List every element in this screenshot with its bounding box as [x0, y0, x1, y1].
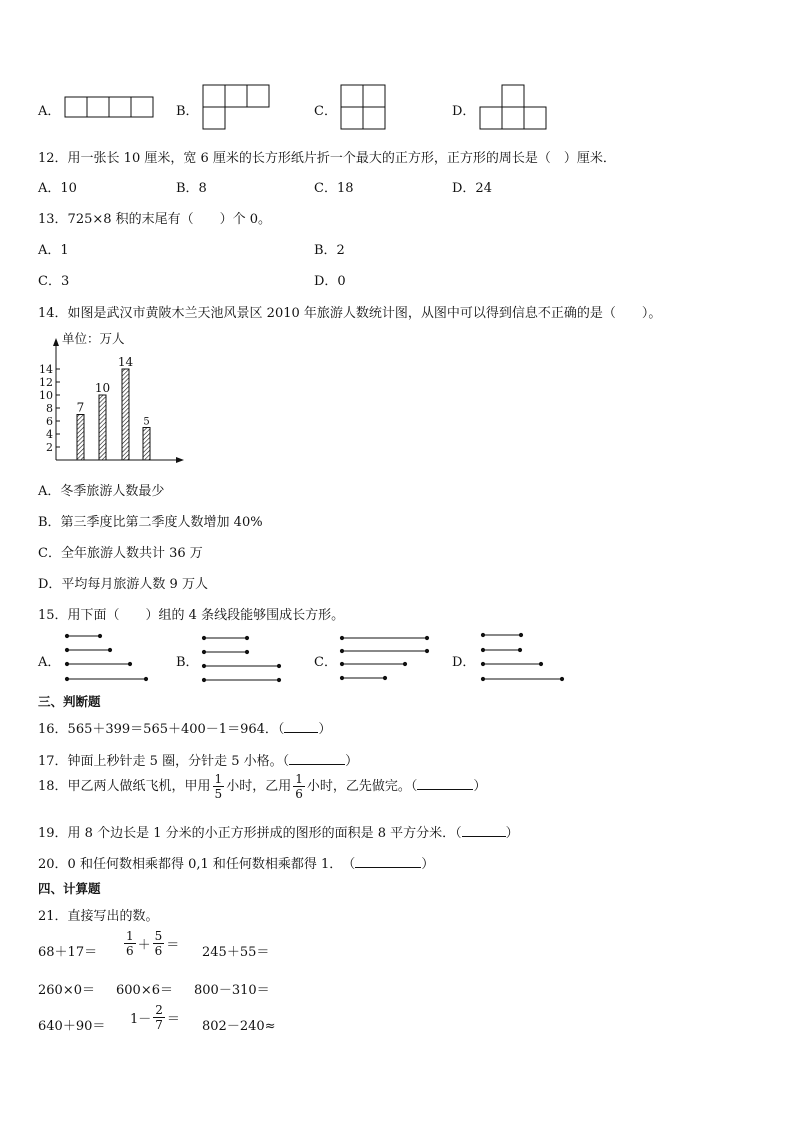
chart-y-tick-label: 8: [46, 402, 53, 415]
q11-option-c-label: C．: [314, 104, 337, 119]
chart-bar-value-label: 7: [76, 400, 85, 415]
calc-r3-c2-pre: 1－: [130, 1012, 152, 1027]
q20-close: ）: [421, 857, 435, 872]
q19-close: ）: [505, 826, 519, 841]
q11-option-a-label: A．: [38, 104, 61, 119]
calc-r3-c2-eq: ＝: [166, 1012, 180, 1027]
calc-r1-c2: [122, 929, 179, 958]
calc-r1-c3: 245＋55＝: [202, 945, 270, 960]
q11-figure-c: [340, 84, 388, 130]
q18-f1-denominator: 5: [214, 787, 223, 801]
q14-option-a: A．冬季旅游人数最少: [38, 484, 165, 499]
calc-r1-c2-n2: 5: [154, 929, 163, 943]
q18-fraction-2: [293, 772, 305, 801]
chart-y-tick-label: 10: [39, 389, 53, 402]
calc-r1-c2-n1: 1: [126, 929, 134, 943]
calc-r1-c2-frac-1: [124, 929, 136, 958]
q18-answer-blank[interactable]: [417, 777, 473, 790]
chart-bar: [143, 428, 150, 461]
chart-bar-value-label: 14: [117, 355, 134, 369]
q20-line: [38, 853, 434, 872]
calc-r2-c1: 260×0＝: [38, 983, 95, 998]
chart-y-tick-label: 2: [46, 441, 53, 454]
q18-text-2: 小时，乙用: [226, 779, 292, 794]
q19-text: 19．用 8 个边长是 1 分米的小正方形拼成的图形的面积是 8 平方分米．（: [38, 826, 462, 841]
q15-option-c: C．: [314, 655, 337, 670]
chart-bar-value-label: 10: [94, 381, 111, 395]
q21-stem: 21．直接写出的数。: [38, 909, 159, 924]
calc-r3-c3: 802－240≈: [202, 1019, 276, 1034]
q16-line: [38, 718, 331, 737]
calc-r1-c2-d1: 6: [126, 944, 134, 958]
chart-y-tick-label: 14: [39, 363, 53, 376]
q14-stem: 14．如图是武汉市黄陂木兰天池风景区 2010 年旅游人数统计图，从图中可以得到信息不正确的是（ ）。: [38, 306, 662, 321]
chart-x-axis-arrow: [176, 457, 184, 463]
q12-option-c: C．18: [314, 181, 354, 196]
calc-r3-c2-d: 7: [155, 1018, 163, 1032]
q12-option-a: A．10: [38, 181, 77, 196]
q13-option-d: D．0: [314, 274, 346, 289]
chart-y-tick-label: 6: [46, 415, 53, 428]
chart-bar: [99, 395, 106, 460]
q15-segments-a: [64, 632, 150, 684]
q13-option-c: C．3: [38, 274, 70, 289]
q15-segments-c: [339, 632, 435, 684]
chart-y-tick-label: 12: [39, 376, 53, 389]
calc-r3-c2-n: 2: [155, 1003, 163, 1017]
q15-option-b: B．: [176, 655, 199, 670]
q14-option-d: D．平均每月旅游人数 9 万人: [38, 577, 208, 592]
q16-text: 16．565＋399＝565＋400－1＝964．（: [38, 722, 285, 737]
q19-line: [38, 822, 519, 841]
q13-option-a: A．1: [38, 243, 69, 258]
calc-r1-c1: 68＋17＝: [38, 945, 98, 960]
chart-unit-label: 单位：万人: [62, 331, 125, 346]
q20-answer-blank[interactable]: [355, 855, 421, 868]
q18-fraction-1: [213, 772, 225, 801]
q17-line: [38, 750, 358, 769]
q13-stem: 13．725×8 积的末尾有（ ）个 0。: [38, 212, 272, 227]
q18-close: ）: [473, 779, 487, 794]
q11-figure-d: [479, 84, 549, 130]
q15-segments-b: [201, 632, 287, 684]
section-3-heading: 三、判断题: [38, 694, 101, 709]
q11-option-a: [38, 100, 60, 119]
q11-option-b: [176, 100, 199, 119]
chart-y-axis-arrow: [53, 338, 59, 346]
chart-bar: [122, 369, 129, 460]
q11-figure-a: [64, 96, 154, 118]
q20-text: 20．0 和任何数相乘都得 0,1 和任何数相乘都得 1． （: [38, 857, 356, 872]
section-4-heading: 四、计算题: [38, 881, 101, 896]
chart-y-tick-label: 4: [46, 428, 53, 441]
calc-r1-c2-frac-2: [153, 929, 165, 958]
q11-option-d-label: D．: [452, 104, 476, 119]
q15-option-a: A．: [38, 655, 61, 670]
q15-option-d: D．: [452, 655, 476, 670]
q17-answer-blank[interactable]: [289, 752, 345, 765]
q18-line: [38, 772, 486, 801]
q16-answer-blank[interactable]: [284, 720, 318, 733]
q12-stem: 12．用一张长 10 厘米，宽 6 厘米的长方形纸片折一个最大的正方形，正方形的周长是（ ）厘米．: [38, 151, 616, 166]
q18-f1-numerator: 1: [214, 772, 223, 786]
q18-f2-numerator: 1: [295, 772, 303, 786]
q17-close: ）: [345, 754, 359, 769]
calc-r1-c2-op: ＋: [137, 938, 151, 953]
q11-option-b-label: B．: [176, 104, 199, 119]
calc-r3-c2: [130, 1003, 180, 1032]
calc-r2-c3: 800－310＝: [194, 983, 270, 998]
q19-answer-blank[interactable]: [462, 824, 506, 837]
calc-r2-c2: 600×6＝: [116, 983, 173, 998]
q11-option-d: [452, 100, 475, 119]
q16-close: ）: [318, 722, 332, 737]
q15-segments-d: [480, 630, 570, 684]
q14-option-b: B．第三季度比第二季度人数增加 40%: [38, 515, 263, 530]
q15-stem: 15．用下面（ ）组的 4 条线段能够围成长方形。: [38, 608, 345, 623]
q11-figure-b: [202, 84, 272, 130]
q11-option-c: [314, 100, 337, 119]
calc-r3-c1: 640＋90＝: [38, 1019, 106, 1034]
tourist-bar-chart: [36, 326, 192, 470]
q13-option-b: B．2: [314, 243, 345, 258]
calc-r1-c2-eq: ＝: [166, 938, 180, 953]
calc-r1-c2-d2: 6: [154, 944, 163, 958]
q18-text-3: 小时，乙先做完。（: [306, 779, 418, 794]
chart-bar-value-label: 5: [143, 416, 150, 428]
q14-option-c: C．全年旅游人数共计 36 万: [38, 546, 203, 561]
q18-text-1: 18．甲乙两人做纸飞机，甲用: [38, 779, 211, 794]
q12-option-d: D．24: [452, 181, 492, 196]
q18-f2-denominator: 6: [295, 787, 303, 801]
chart-bar: [77, 415, 84, 461]
q17-text: 17．钟面上秒针走 5 圈，分针走 5 小格。（: [38, 754, 290, 769]
calc-r3-c2-frac: [153, 1003, 165, 1032]
q12-option-b: B．8: [176, 181, 207, 196]
